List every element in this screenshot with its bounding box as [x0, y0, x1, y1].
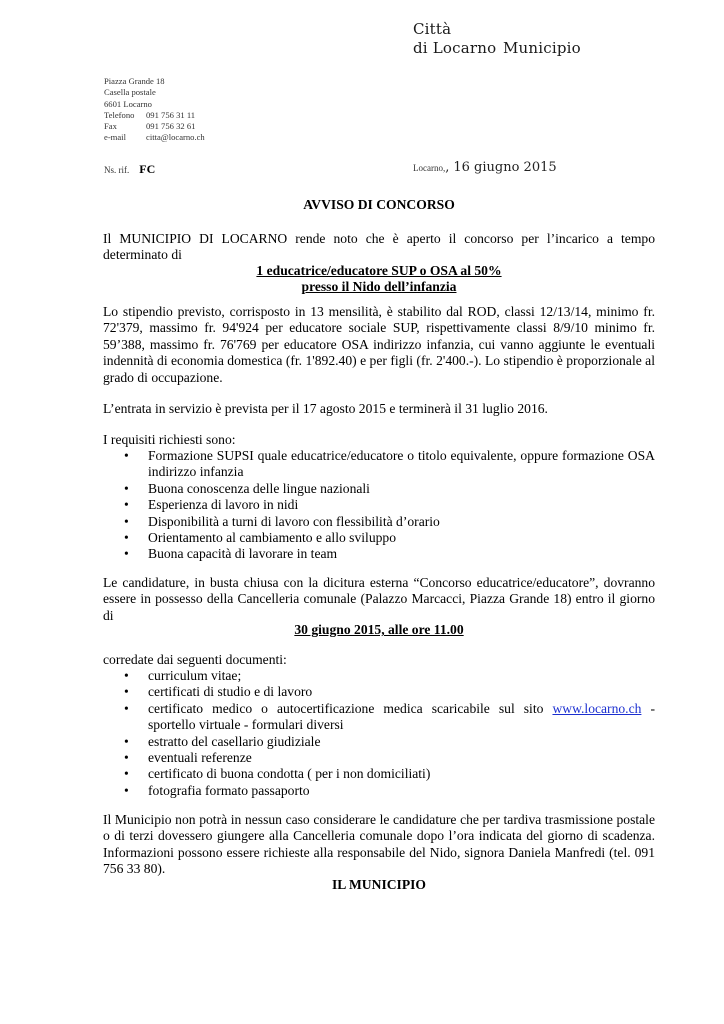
email-label: e-mail [104, 132, 126, 143]
list-item: • Buona capacità di lavorare in team [124, 546, 338, 562]
signature: IL MUNICIPIO [331, 877, 427, 892]
letterhead-city-line1: Città [413, 20, 452, 38]
address-box: Casella postale [104, 87, 156, 98]
list-item: • certificati di studio e di lavoro [124, 684, 313, 700]
list-item: • certificato di buona condotta ( per i non domiciliati) [124, 766, 431, 782]
closing-paragraph: Il Municipio non potrà in nessun caso considerare le candidature che per tardiva trasmissione postale o di terzi dovessero giungere alla Cancelleria comunale dopo l’ora indicata del giorno di scadenza. Informazioni possono essere richieste alla responsabile del Nido, signora Daniela Manfredi (tel. 091 756 33 80). [103, 812, 655, 877]
bullet-icon: • [124, 448, 129, 463]
list-item: • certificato medico o autocertificazione medica scaricabile sul sito www.locarno.ch - sportello virtuale - formulari diversi [124, 700, 655, 733]
phone-number: 091 756 31 11 [146, 109, 196, 120]
bullet-icon: • [124, 766, 129, 782]
bullet-icon: • [124, 733, 129, 749]
intro-paragraph: Il MUNICIPIO DI LOCARNO rende noto che è aperto il concorso per l’incarico a tempo determinato di [103, 231, 655, 263]
bullet-icon: • [124, 513, 129, 529]
date-line [413, 158, 557, 176]
locarno-website-link[interactable]: www.locarno.ch [552, 700, 642, 716]
list-item: • Orientamento al cambiamento e allo sviluppo [124, 530, 397, 546]
deadline: 30 giugno 2015, alle ore 11.00 [294, 622, 464, 637]
letterhead-municipio: Municipio [503, 39, 581, 57]
list-item: • Buona conoscenza delle lingue nazionali [124, 480, 370, 496]
bullet-icon: • [124, 700, 129, 716]
email-address[interactable]: citta@locarno.ch [146, 132, 205, 143]
phone-label: Telefono [104, 109, 135, 120]
date-separator: , [445, 160, 450, 175]
salary-paragraph: Lo stipendio previsto, corrisposto in 13 mensilità, è stabilito dal ROD, classi 12/13/14, minimo fr. 72'379, massimo fr. 94'924 per educatore sociale SUP, rispettivamente classi 8/9/10 minimo fr. 59’388, massimo fr. 76'769 per educatore OSA indirizzo infanzia, cui vanno aggiunte le eventuali indennità di economia domestica (fr. 1'892.40) e per figli (fr. 2'400.-). Lo stipendio è proporzionale al grado di occupazione. [103, 304, 655, 385]
reference-value: FC [139, 162, 156, 176]
application-paragraph: Le candidature, in busta chiusa con la dicitura esterna “Concorso educatrice/educatore”, dovranno essere in possesso della Cancelleria comunale (Palazzo Marcacci, Piazza Grande 18) entro il giorno di [103, 575, 655, 623]
reference-label: Ns. rif. [104, 165, 130, 175]
letterhead-city-line2: di Locarno [413, 39, 497, 57]
document-title: AVVISO DI CONCORSO [303, 197, 455, 212]
bullet-icon: • [124, 782, 129, 798]
requirements-heading: I requisiti richiesti sono: [103, 432, 236, 447]
bullet-icon: • [124, 684, 129, 700]
requirements-list [103, 448, 655, 563]
position-location: presso il Nido dell’infanzia [301, 279, 457, 294]
address-block [104, 76, 205, 144]
list-item: • curriculum vitae; [124, 668, 242, 683]
list-item: • estratto del casellario giudiziale [124, 733, 321, 749]
date-place: Locarno, [413, 163, 446, 173]
position-title: 1 educatrice/educatore SUP o OSA al 50% [256, 263, 502, 278]
address-zip-city: 6601 Locarno [104, 98, 152, 109]
documents-heading: corredate dai seguenti documenti: [103, 652, 287, 667]
fax-label: Fax [104, 121, 117, 132]
list-item: • Disponibilità a turni di lavoro con flessibilità d’orario [124, 513, 440, 529]
bullet-icon: • [124, 668, 129, 683]
bullet-icon: • [124, 750, 129, 766]
list-item: • eventuali referenze [124, 750, 252, 766]
bullet-icon: • [124, 497, 129, 513]
documents-list [103, 668, 655, 799]
start-paragraph: L’entrata in servizio è prevista per il 17 agosto 2015 e terminerà il 31 luglio 2016. [103, 401, 548, 416]
bullet-icon: • [124, 480, 129, 496]
date-value: 16 giugno 2015 [453, 160, 557, 175]
bullet-icon: • [124, 530, 129, 546]
fax-number: 091 756 32 61 [146, 121, 196, 132]
address-street: Piazza Grande 18 [104, 76, 165, 86]
reference-line [104, 160, 155, 178]
list-item: • Formazione SUPSI quale educatrice/educatore o titolo equivalente, oppure formazione OSA indirizzo infanzia [124, 448, 655, 480]
list-item: • fotografia formato passaporto [124, 782, 310, 798]
bullet-icon: • [124, 546, 129, 562]
list-item: • Esperienza di lavoro in nidi [124, 497, 299, 513]
